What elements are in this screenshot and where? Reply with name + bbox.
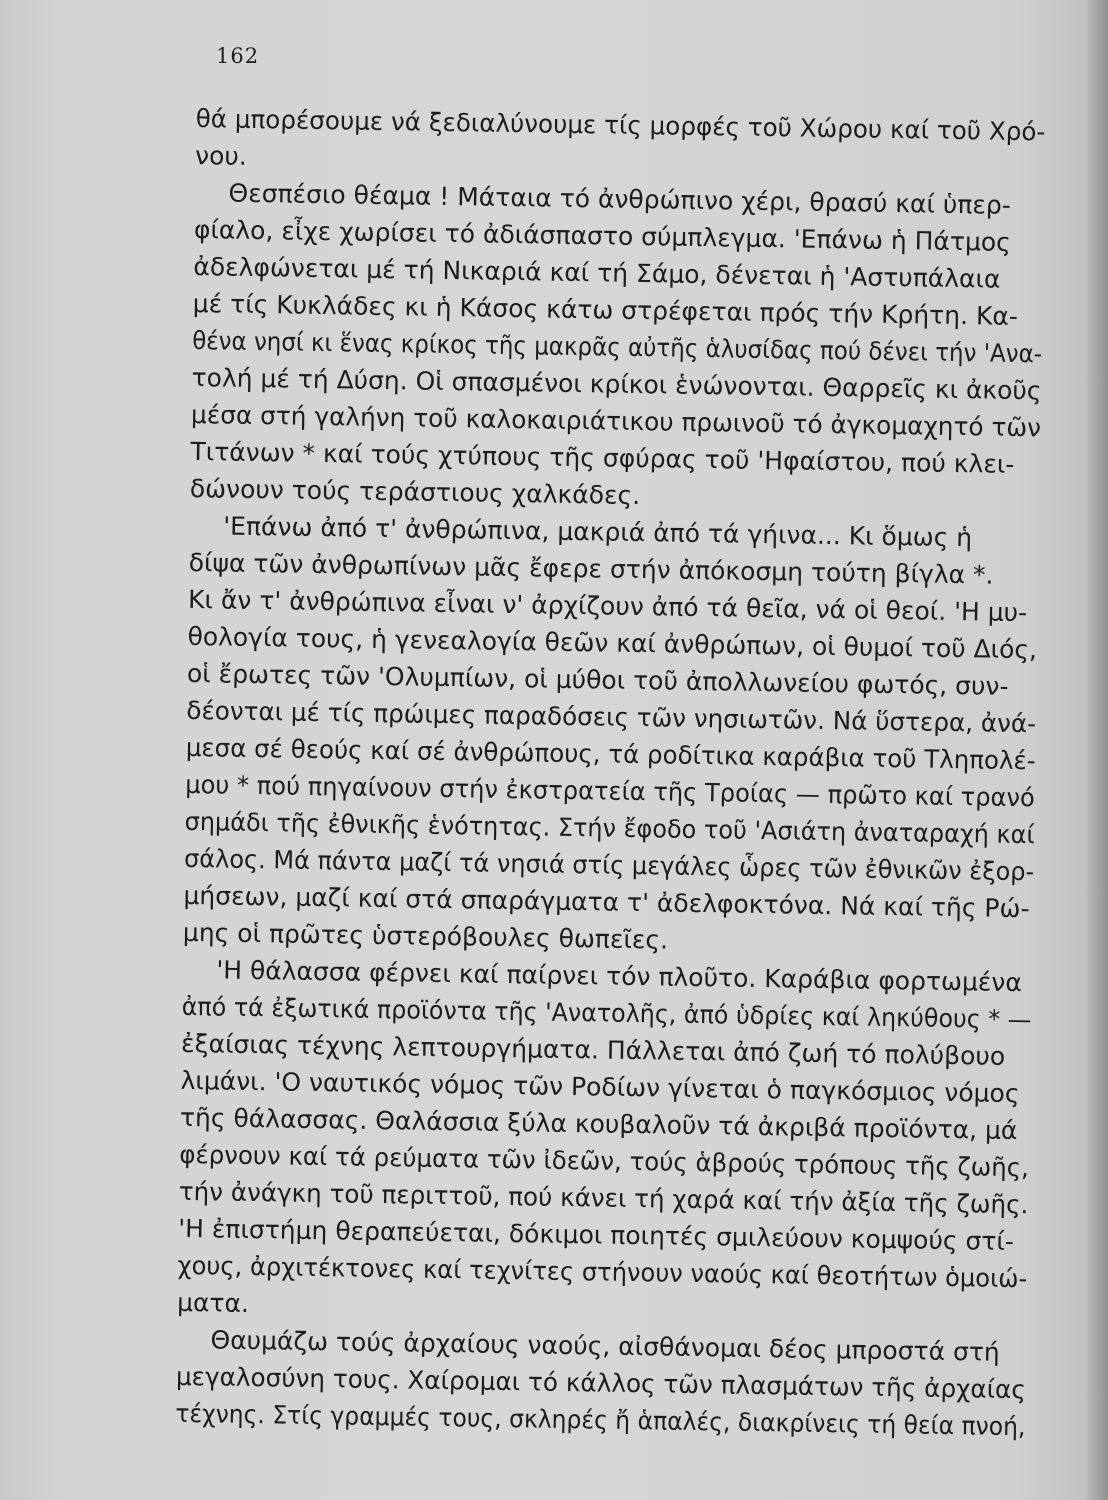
text-line: ἀπό τά ἐξωτικά προϊόντα τῆς 'Ανατολῆς, ἀπό ὑδρίες καί ληκύθους * —: [181, 991, 1032, 1035]
body-text: [175, 100, 1046, 1445]
text-line: φίαλο, εἶχε χωρίσει τό ἀδιάσπαστο σύμπλεγμα. 'Επάνω ἡ Πάτμος: [193, 214, 1012, 257]
text-line: οἱ ἔρωτες τῶν 'Ολυμπίων, οἱ μύθοι τοῦ ἀπολλωνείου φωτός, συν-: [186, 658, 1009, 701]
text-line: τῆς θάλασσας. Θαλάσσια ξύλα κουβαλοῦν τά ἀκριβά προϊόντα, μά: [179, 1102, 1018, 1146]
paragraph: [195, 100, 1046, 187]
paragraph: [190, 174, 1045, 520]
text-line: ἀδελφώνεται μέ τή Νικαριά καί τή Σάμο, δένεται ἡ 'Αστυπάλαια: [193, 251, 1001, 294]
text-line: δέονται μέ τίς πρώιμες παραδόσεις τῶν νησιωτῶν. Νά ὕστερα, ἀνά-: [186, 695, 1037, 739]
text-line: μης οἱ πρῶτες ὑστερόβουλες θωπεῖες.: [182, 917, 669, 955]
text-line: μέ τίς Κυκλάδες κι ἡ Κάσος κάτω στρέφεται πρός τήν Κρήτη. Κα-: [192, 288, 1019, 331]
text-line: θένα νησί κι ἕνας κρίκος τῆς μακρᾶς αὐτῆς ἁλυσίδας πού δένει τήν 'Ανα-: [191, 325, 1043, 369]
text-line: 'Η θάλασσα φέρνει καί παίρνει τόν πλοῦτο. Καράβια φορτωμένα: [216, 955, 1023, 998]
page-number: 162: [216, 44, 260, 68]
text-line: τήν ἀνάγκη τοῦ περιττοῦ, πού κάνει τή χαρά καί τήν ἀξία τῆς ζωῆς.: [178, 1176, 1029, 1220]
text-line: θά μπορέσουμε νά ξεδιαλύνουμε τίς μορφές τοῦ Χώρου καί τοῦ Χρό-: [195, 103, 1046, 147]
text-line: σημάδι τῆς ἐθνικῆς ἑνότητας. Στήν ἔφοδο τοῦ 'Ασιάτη ἀναταραχή καί: [184, 806, 1035, 850]
text-line: λιμάνι. 'Ο ναυτικός νόμος τῶν Ροδίων γίνεται ὁ παγκόσμιος νόμος: [180, 1065, 1020, 1109]
text-line: χους, ἀρχιτέκτονες καί τεχνίτες στήνουν ναούς καί θεοτήτων ὁμοιώ-: [177, 1250, 1028, 1294]
text-line: φέρνουν καί τά ρεύματα τῶν ἰδεῶν, τούς ἁβρούς τρόπους τῆς ζωῆς,: [179, 1139, 1030, 1183]
paragraph: [183, 507, 1040, 964]
text-line: μήσεων, μαζί καί στά σπαράγματα τ' ἀδελφοκτόνα. Νά καί τῆς Ρώ-: [183, 880, 1030, 924]
text-line: ματα.: [176, 1287, 250, 1318]
paragraph: [175, 1321, 1027, 1445]
text-line: Θεσπέσιο θέαμα ! Μάταια τό ἀνθρώπινο χέρι, θρασύ καί ὑπερ-: [228, 178, 1012, 220]
text-line: 'Επάνω ἀπό τ' ἀνθρώπινα, μακριά ἀπό τά γήινα... Κι ὅμως ἡ: [223, 511, 973, 553]
text-line: μεσα σέ θεούς καί σέ ἀνθρώπους, τά ροδίτικα καράβια τοῦ Τληπολέ-: [185, 732, 1036, 776]
text-line: θολογία τους, ἡ γενεαλογία θεῶν καί ἀνθρώπων, οἱ θυμοί τοῦ Διός,: [187, 621, 1038, 665]
text-line: Τιτάνων * καί τούς χτύπους τῆς σφύρας τοῦ 'Ηφαίστου, πού κλει-: [190, 436, 1015, 479]
text-line: ἐξαίσιας τέχνης λεπτουργήματα. Πάλλεται ἀπό ζωή τό πολύβουο: [180, 1028, 1006, 1071]
text-line: μέσα στή γαλήνη τοῦ καλοκαιριάτικου πρωινοῦ τό ἀγκομαχητό τῶν: [190, 399, 1042, 443]
text-line: Θαυμάζω τούς ἀρχαίους ναούς, αἰσθάνομαι δέος μπροστά στή: [210, 1325, 1000, 1367]
page-edge-shadow: [1084, 0, 1108, 1500]
text-line: Κι ἄν τ' ἀνθρώπινα εἶναι ν' ἀρχίζουν ἀπό τά θεῖα, νά οἱ θεοί. 'Η μυ-: [187, 584, 1028, 628]
text-line: μεγαλοσύνη τους. Χαίρομαι τό κάλλος τῶν πλασμάτων τῆς ἀρχαίας: [175, 1361, 1027, 1405]
text-line: τέχνης. Στίς γραμμές τους, σκληρές ἤ ἁπαλές, διακρίνεις τή θεία πνοή,: [175, 1398, 1026, 1442]
text-line: νου.: [194, 140, 248, 171]
text-line: δώνουν τούς τεράστιους χαλκάδες.: [189, 473, 641, 511]
text-line: δίψα τῶν ἀνθρωπίνων μᾶς ἔφερε στήν ἀπόκοσμη τούτη βίγλα *.: [188, 547, 994, 590]
text-line: 'Η ἐπιστήμη θεραπεύεται, δόκιμοι ποιητές σμιλεύουν κομψούς στί-: [178, 1213, 1015, 1256]
paragraph: [177, 951, 1033, 1334]
text-line: σάλος. Μά πάντα μαζί τά νησιά στίς μεγάλες ὧρες τῶν ἐθνικῶν ἐξορ-: [183, 843, 1035, 887]
text-line: τολή μέ τή Δύση. Οἱ σπασμένοι κρίκοι ἑνώνονται. Θαρρεῖς κι ἀκοῦς: [191, 362, 1042, 406]
text-line: μου * πού πηγαίνουν στήν ἐκστρατεία τῆς Τροίας — πρῶτο καί τρανό: [185, 769, 1035, 813]
